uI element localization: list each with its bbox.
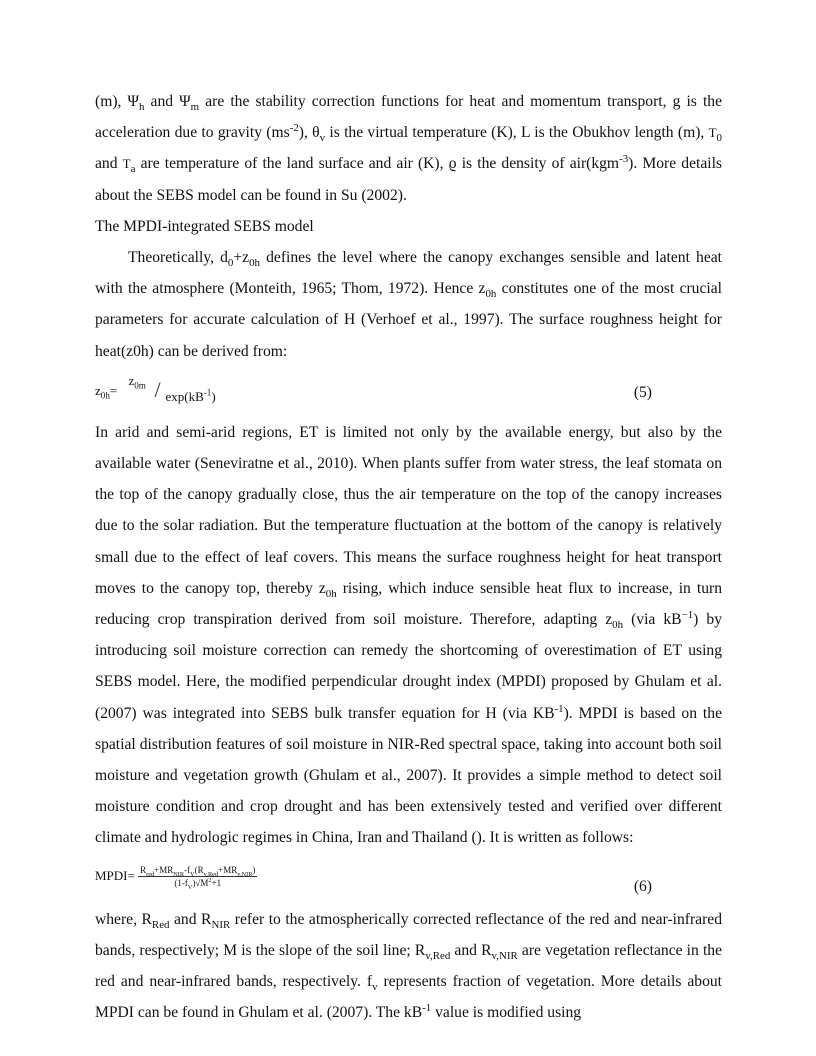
superscript: 2 (208, 876, 212, 884)
equation-lhs: MPDI= (95, 867, 135, 883)
subscript: NIR (173, 870, 185, 878)
text-run: T (708, 125, 717, 141)
text-run: ) (252, 864, 256, 875)
slash-fraction (120, 372, 240, 407)
equation-5-body (95, 372, 240, 407)
equals-sign: = (109, 382, 118, 398)
text-run: exp(kB (165, 388, 204, 404)
text-run: are the stability correction functions for heat and momentum transport, g is the acceleration due to gravity (ms (95, 93, 722, 142)
fraction (138, 864, 257, 890)
text-run: are temperature of the land surface and air (K), ϱ is the density of air(kgm (135, 155, 620, 173)
text-run: +MR (218, 864, 238, 875)
document-page (95, 86, 722, 1028)
subscript: v,Red (425, 949, 451, 962)
subscript: v,NIR (491, 949, 518, 962)
subscript: v (319, 132, 326, 145)
text-run: defines the level where the canopy exchanges sensible and latent heat with the atmosphere (Monteith, 1965; Thom, 1972). Hence z (95, 249, 722, 298)
equation-lhs: z (95, 382, 101, 398)
superscript: -3 (619, 153, 629, 166)
equation-number: (5) (633, 383, 652, 401)
text-run: refer to the atmospherically corrected reflectance of the red and near-infrared bands, respectively; M is the slope of the soil line; R (95, 910, 723, 959)
subscript: v,NIR (237, 870, 253, 878)
text-run: (via kB (623, 611, 682, 629)
text-run: +1 (211, 877, 222, 888)
fraction-denominator (165, 389, 215, 405)
text-run: +MR (154, 864, 174, 875)
subscript: h (139, 101, 145, 114)
superscript: -1 (422, 1002, 432, 1015)
text-run: and R (169, 910, 212, 928)
paragraph-theory (95, 242, 722, 367)
subscript: a (130, 163, 136, 176)
subscript: v (372, 981, 378, 994)
equation-number: (6) (633, 877, 652, 895)
subscript: m (190, 101, 200, 114)
equation-5 (95, 367, 722, 417)
text-run: and (95, 155, 123, 173)
text-run: represents fraction of vegetation. More details about MPDI can be found in Ghulam et al. (2007). The kB (95, 973, 723, 1022)
subscript: Red (151, 918, 170, 931)
subscript: 0 (227, 257, 234, 270)
paragraph-variable-definitions (95, 86, 722, 211)
text-run: and R (450, 941, 492, 959)
equation-6-body (95, 864, 257, 890)
text-run: +z (233, 249, 250, 267)
superscript: -1 (203, 387, 212, 398)
text-run: ), θ (298, 124, 320, 142)
superscript: -2 (289, 122, 299, 135)
paragraph-mpdi-intro (95, 417, 722, 854)
text-run: (R (194, 864, 204, 875)
text-run: ) by introducing soil moisture correction can remedy the shortcoming of overestimation of ET using SEBS model. Here, the modified perpendicular drought index (MPDI) proposed by Ghulam et al. (2007) was integrated into SEBS bulk transfer equation for H (via KB (95, 611, 722, 722)
text-run: ). MPDI is based on the spatial distribution features of soil moisture in NIR-Red spectral space, taking into account both soil moisture and vegetation growth (Ghulam et al., 2007). It provides a simple method to detect soil moisture condition and crop drought and has been extensively tested and verified over different climate and hydrologic regimes in China, Iran and Thailand (). It is written as follows: (95, 704, 722, 847)
text-run: R (140, 864, 147, 875)
fraction-denominator (138, 877, 257, 890)
superscript: -1 (554, 702, 564, 715)
fraction-numerator (128, 373, 145, 389)
fraction-numerator (138, 864, 257, 877)
subscript: 0m (134, 380, 146, 391)
subscript: V (190, 870, 195, 878)
text-run: ). More details about the SEBS model can be found in Su (2002). (95, 155, 723, 204)
text-run: and Ψ (144, 93, 191, 110)
fraction-slash: / (154, 376, 161, 402)
text-run: rising, which induce sensible heat flux to increase, in turn reducing crop transpiration derived from soil moisture. Therefore, adapting z (95, 579, 722, 629)
subscript: red (146, 870, 155, 878)
text-run: constitutes one of the most crucial parameters for accurate calculation of H (Verhoef et al., 1997). The surface roughness height for heat(z0h) can be derived from: (95, 280, 722, 360)
superscript: −1 (681, 608, 694, 621)
subscript: 0h (249, 257, 260, 270)
text-run: )√M (192, 877, 209, 888)
equation-6 (95, 854, 722, 904)
paragraph-mpdi-definitions (95, 904, 722, 1029)
text-run: ) (211, 388, 216, 404)
text-run: z (128, 372, 135, 388)
text-run: In arid and semi-arid regions, ET is limited not only by the available energy, but also by the available water (Seneviratne et al., 2010). When plants suffer from water stress, the leaf stomata on the top of the canopy gradually close, thus the air temperature on the top of the canopy increases due to the solar radiation. But the temperature fluctuation at the bottom of the canopy is relatively small due to the effect of leaf covers. This means the surface roughness height for heat transport moves to the canopy top, thereby z (95, 423, 722, 597)
subscript: V (187, 883, 193, 891)
subscript: 0h (612, 619, 624, 632)
text-run: -f (184, 864, 191, 875)
text-run: (m), Ψ (95, 93, 139, 110)
text-run: (1-f (174, 877, 188, 888)
text-run: value is modified using (431, 1004, 582, 1022)
section-heading: The MPDI-integrated SEBS model (95, 217, 314, 235)
subscript: 0h (100, 390, 110, 401)
text-run: is the virtual temperature (K), L is the Obukhov length (m), (325, 124, 709, 142)
subscript: v,Red (203, 870, 219, 878)
text-run: T (122, 156, 131, 172)
subscript: 0h (325, 587, 337, 600)
text-run: where, R (95, 910, 152, 928)
subscript: 0 (716, 132, 722, 145)
subscript: 0h (485, 288, 497, 301)
text-run: Theoretically, d (128, 249, 228, 267)
text-run: are vegetation reflectance in the red and near-infrared bands, respectively. f (95, 941, 722, 991)
subscript: NIR (211, 918, 231, 931)
